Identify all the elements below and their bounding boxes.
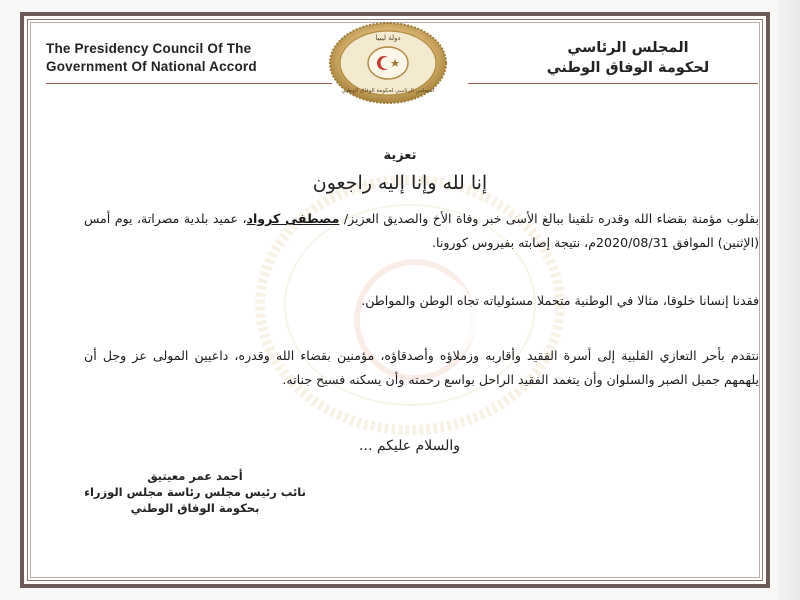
header-arabic-line2: لحكومة الوفاق الوطني [546,60,710,76]
paragraph-3: نتقدم بأحر التعازي القلبية إلى أسرة الفقيد وأقاربه وزملاؤه وأصدقاؤه، مؤمنين بقضاء الله وقدره، داعيين المولى عز وجل أن يلهمهم جميل الصبر والسلوان وأن يتغمد الفقيد الراحل بواسع رحمته وأن يسكنه فسيح جناته. [84,348,759,387]
header-english [46,40,257,76]
seal-text-top: دولة ليبيا [375,34,401,42]
page-edge [778,0,800,600]
seal-text-bottom: المجلس الرئاسي لحكومة الوفاق الوطني [341,88,435,94]
signature-block [80,468,310,516]
deceased-name: مصطفى كرواد [246,211,340,226]
paragraph-1-part2: ، عميد بلدية مصراتة، يوم أمس (الإثنين) الموافق 2020/08/31م، نتيجة إصابته بفيروس كورونا. [84,211,759,250]
closing-greeting: والسلام عليكم ... [359,438,460,454]
document-title: تعزية [383,148,417,163]
header-arabic [508,38,748,78]
signatory-organization: بحكومة الوفاق الوطني [130,501,260,515]
paragraph-1 [84,207,759,255]
header-english-line1: The Presidency Council Of The [46,41,252,56]
header-rule-right [468,83,758,84]
government-seal-icon [328,22,448,104]
header-english-line2: Government Of National Accord [46,59,257,74]
signatory-name: أحمد عمر معيتيق [147,469,243,483]
quranic-verse: إنا لله وإنا إليه راجعون [312,172,488,194]
header-arabic-line1: المجلس الرئاسي [567,40,689,56]
paragraph-2: فقدنا إنسانا خلوقا، مثالا في الوطنية متحملا مسئولياته تجاه الوطن والمواطن. [361,293,759,308]
signatory-title: نائب رئيس مجلس رئاسة مجلس الوزراء [84,485,306,499]
header-rule-left [46,83,332,84]
paragraph-1-part1: بقلوب مؤمنة بقضاء الله وقدره تلقينا ببالغ الأسى خبر وفاة الأخ والصديق العزيز/ [339,211,760,226]
